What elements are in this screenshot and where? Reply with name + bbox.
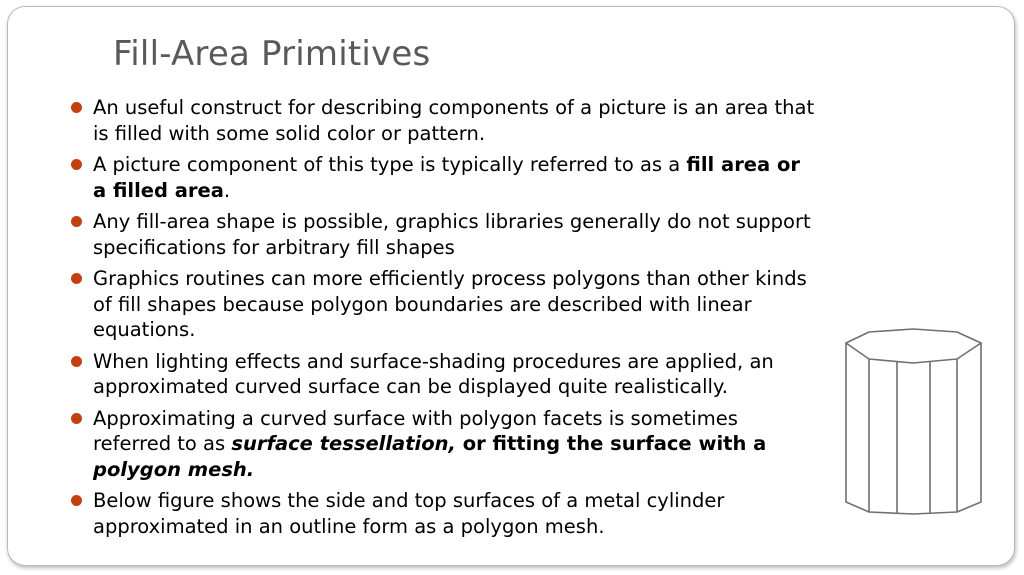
bullet-text: Graphics routines can more efficiently process polygons than other kinds of fill shapes because polygon boundaries are described with linear equations.: [93, 267, 807, 341]
bullet-dot-icon: [71, 102, 82, 113]
bullet-text: An useful construct for describing components of a picture is an area that is filled with some solid color or pattern.: [93, 96, 815, 145]
bullet-item: [70, 349, 815, 400]
bullet-text: A picture component of this type is typically referred to as a: [93, 153, 687, 176]
bullet-item: [70, 209, 815, 260]
bullet-bold-term: fill area or a filled area: [93, 153, 800, 202]
bullet-list: [70, 95, 815, 545]
bullet-dot-icon: [71, 273, 82, 284]
bullet-bold-italic-term: polygon mesh.: [93, 457, 255, 481]
bullet-text: Below figure shows the side and top surfaces of a metal cylinder approximated in an outline form as a polygon mesh.: [93, 489, 725, 538]
slide-title: Fill-Area Primitives: [113, 34, 431, 74]
bullet-text-end: .: [223, 178, 231, 202]
bullet-item: [70, 488, 815, 539]
bullet-item: [70, 406, 815, 483]
bullet-text: Approximating a curved surface with polygon facets is sometimes referred to as: [93, 406, 738, 455]
bullet-dot-icon: [71, 356, 82, 367]
bullet-item: [70, 95, 815, 146]
bullet-text: When lighting effects and surface-shading procedures are applied, an approximated curved surface can be displayed quite realistically.: [93, 349, 774, 398]
bullet-text: Any fill-area shape is possible, graphics libraries generally do not support specifications for arbitrary fill shapes: [93, 210, 811, 259]
bullet-dot-icon: [71, 413, 82, 424]
bullet-item: [70, 152, 815, 203]
bullet-dot-icon: [71, 216, 82, 227]
bullet-dot-icon: [71, 159, 82, 170]
polygon-mesh-cylinder-figure: [843, 326, 983, 516]
bullet-bold-text: or fitting the surface with a: [455, 432, 767, 455]
bullet-bold-italic-term: surface tessellation,: [231, 432, 456, 455]
bullet-dot-icon: [71, 495, 82, 506]
bullet-item: [70, 266, 815, 343]
